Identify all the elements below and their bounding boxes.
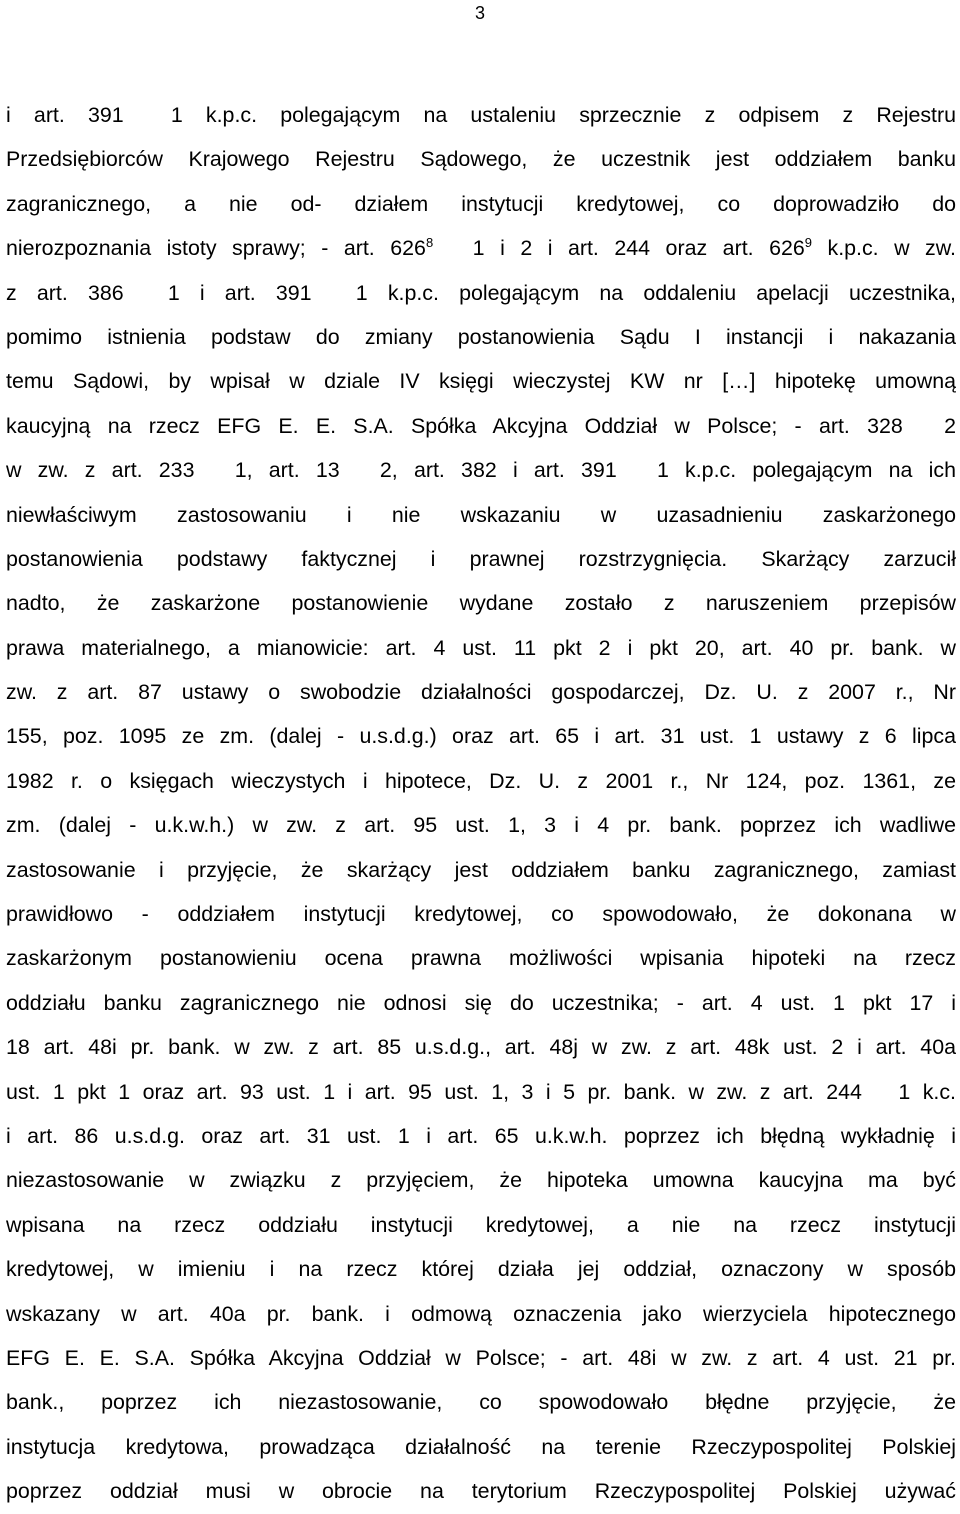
superscript: 8 bbox=[425, 235, 434, 251]
text-fragment: nierozpoznania istoty sprawy; - art. 626 bbox=[6, 236, 426, 261]
text-line: 1982 r. o księgach wieczystych i hipotece, Dz. U. z 2001 r., Nr 124, poz. 1361, ze bbox=[6, 768, 956, 793]
text-line: bank., poprzez ich niezastosowanie, co spowodowało błędne przyjęcie, że bbox=[6, 1390, 956, 1415]
text-line: niewłaściwym zastosowaniu i nie wskazaniu w uzasadnieniu zaskarżonego bbox=[6, 502, 956, 527]
text-line: 155, poz. 1095 ze zm. (dalej - u.s.d.g.) oraz art. 65 i art. 31 ust. 1 ustawy z 6 lipca bbox=[6, 724, 956, 749]
text-line: prawa materialnego, a mianowicie: art. 4 ust. 11 pkt 2 i pkt 20, art. 40 pr. bank. w bbox=[6, 635, 956, 660]
text-fragment: 1 k.c. bbox=[898, 1079, 956, 1104]
text-line: Przedsiębiorców Krajowego Rejestru Sądowego, że uczestnik jest oddziałem banku bbox=[6, 147, 956, 172]
text-line: zagranicznego, a nie od- działem instytucji kredytowej, co doprowadziło do bbox=[6, 191, 956, 216]
text-fragment: 2, art. 382 i art. 391 bbox=[379, 458, 617, 483]
text-line: poprzez oddział musi w obrocie na terytorium Rzeczypospolitej Polskiej używać bbox=[6, 1479, 956, 1504]
text-line: nadto, że zaskarżone postanowienie wydane zostało z naruszeniem przepisów bbox=[6, 591, 956, 616]
text-line bbox=[6, 1070, 956, 1114]
text-fragment: z art. 386 bbox=[6, 280, 124, 305]
text-fragment: 1 i art. 391 bbox=[167, 280, 312, 305]
text-line: EFG E. E. S.A. Spółka Akcyjna Oddział w Polsce; - art. 48i w zw. z art. 4 ust. 21 pr. bbox=[6, 1345, 956, 1370]
text-fragment: w zw. z art. 233 bbox=[6, 458, 195, 483]
text-line: prawidłowo - oddziałem instytucji kredytowej, co spowodowało, że dokonana w bbox=[6, 902, 956, 927]
text-fragment: 1 k.p.c. polegającym na oddaleniu apelacji uczestnika, bbox=[355, 280, 956, 305]
text-line: zw. z art. 87 ustawy o swobodzie działalności gospodarczej, Dz. U. z 2007 r., Nr bbox=[6, 680, 956, 705]
text-line: kredytowej, w imieniu i na rzecz której działa jej oddział, oznaczony w sposób bbox=[6, 1257, 956, 1282]
text-line: zm. (dalej - u.k.w.h.) w zw. z art. 95 ust. 1, 3 i 4 pr. bank. poprzez ich wadliwe bbox=[6, 813, 956, 838]
text-line bbox=[6, 93, 956, 137]
text-line bbox=[6, 271, 956, 315]
text-line: niezastosowanie w związku z przyjęciem, że hipoteka umowna kaucyjna ma być bbox=[6, 1168, 956, 1193]
document-body bbox=[6, 93, 956, 1514]
text-line: zastosowanie i przyjęcie, że skarżący jest oddziałem banku zagranicznego, zamiast bbox=[6, 857, 956, 882]
text-fragment: 2 bbox=[944, 413, 956, 438]
text-line: postanowienia podstawy faktycznej i prawnej rozstrzygnięcia. Skarżący zarzucił bbox=[6, 546, 956, 571]
text-line: wpisana na rzecz oddziału instytucji kredytowej, a nie na rzecz instytucji bbox=[6, 1212, 956, 1237]
text-fragment: kaucyjną na rzecz EFG E. E. S.A. Spółka Akcyjna Oddział w Polsce; - art. 328 bbox=[6, 413, 903, 438]
text-fragment: 1, art. 13 bbox=[234, 458, 340, 483]
superscript: 9 bbox=[804, 235, 812, 251]
text-line bbox=[6, 226, 956, 270]
text-line: temu Sądowi, by wpisał w dziale IV księgi wieczystej KW nr […] hipotekę umowną bbox=[6, 369, 956, 394]
text-fragment: 1 i 2 i art. 244 oraz art. 626 bbox=[472, 236, 805, 261]
text-fragment: 1 k.p.c. polegającym na ustaleniu sprzecznie z odpisem z Rejestru bbox=[170, 103, 956, 127]
text-fragment: k.p.c. w zw. bbox=[827, 236, 956, 261]
text-line: zaskarżonym postanowieniu ocena prawna możliwości wpisania hipoteki na rzecz bbox=[6, 946, 956, 971]
text-line: i art. 86 u.s.d.g. oraz art. 31 ust. 1 i art. 65 u.k.w.h. poprzez ich błędną wykładnię i bbox=[6, 1123, 956, 1148]
text-line: pomimo istnienia podstaw do zmiany postanowienia Sądu I instancji i nakazania bbox=[6, 324, 956, 349]
text-fragment: ust. 1 pkt 1 oraz art. 93 ust. 1 i art. 95 ust. 1, 3 i 5 pr. bank. w zw. z art. 244 bbox=[6, 1079, 862, 1104]
text-line: instytucja kredytowa, prowadząca działalność na terenie Rzeczypospolitej Polskiej bbox=[6, 1434, 956, 1459]
text-line bbox=[6, 448, 956, 492]
text-fragment: 1 k.p.c. polegającym na ich bbox=[656, 458, 956, 483]
text-fragment: i art. 391 bbox=[6, 103, 124, 127]
text-line: 18 art. 48i pr. bank. w zw. z art. 85 u.s.d.g., art. 48j w zw. z art. 48k ust. 2 i art. 40a bbox=[6, 1035, 956, 1060]
text-line bbox=[6, 404, 956, 448]
text-line: oddziału banku zagranicznego nie odnosi się do uczestnika; - art. 4 ust. 1 pkt 17 i bbox=[6, 990, 956, 1015]
page-number: 3 bbox=[474, 3, 485, 23]
text-line: wskazany w art. 40a pr. bank. i odmową oznaczenia jako wierzyciela hipotecznego bbox=[6, 1301, 956, 1326]
